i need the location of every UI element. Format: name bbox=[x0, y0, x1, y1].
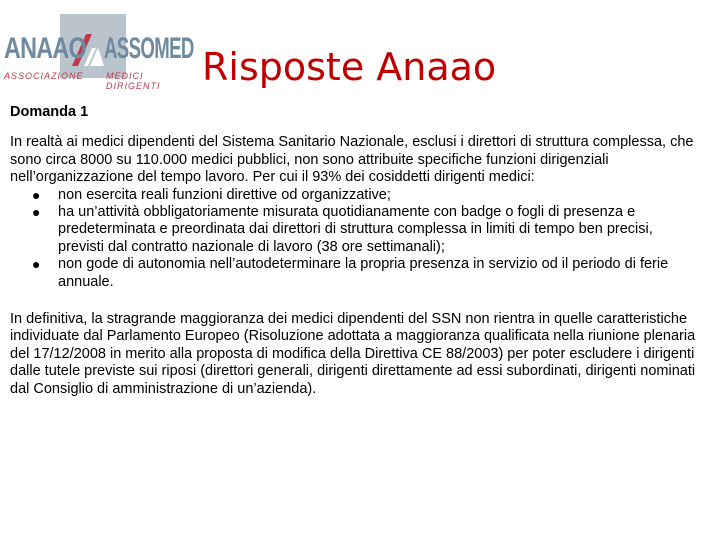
logo-right-word: ASSOMED bbox=[104, 32, 194, 65]
logo-right-subtitle: MEDICI DIRIGENTI bbox=[106, 71, 161, 91]
intro-paragraph: In realtà ai medici dipendenti del Sistema Sanitario Nazionale, esclusi i direttori di struttura complessa, che sono circa 8000 su 110.000 medici pubblici, non sono attribuite specifiche funzioni dirigenziali nell’organizzazione del tempo lavoro. Per cui il 93% dei cosiddetti dirigenti medici: bbox=[10, 134, 694, 186]
bullet-icon: ● bbox=[32, 186, 41, 203]
slide-body bbox=[10, 104, 700, 398]
question-heading: Domanda 1 bbox=[10, 104, 89, 120]
conclusion-paragraph: In definitiva, la stragrande maggioranza dei medici dipendenti del SSN non rientra in quelle caratteristiche individuate dal Parlamento Europeo (Risoluzione adottata a maggioranza qualificata nella riunione plenaria del 17/12/2008 in merito alla proposta di modifica della Direttiva CE 88/2003) per poter escludere i dirigenti dalle tutele previste sui riposi (direttori generali, dirigenti direttamente ad essi subordinati, dirigenti nominati dal Consiglio di amministrazione di un’azienda). bbox=[10, 311, 696, 397]
list-item bbox=[10, 256, 700, 291]
anaao-assomed-logo bbox=[0, 14, 194, 91]
slide-title: Risposte Anaao bbox=[202, 45, 497, 89]
list-item-text: non gode di autonomia nell’autodeterminare la propria presenza in servizio od il periodo di ferie annuale. bbox=[58, 256, 669, 290]
bullet-list bbox=[10, 187, 700, 291]
bullet-icon: ● bbox=[32, 256, 41, 273]
list-item-text: ha un’attività obbligatoriamente misurata quotidianamente con badge o fogli di presenza e predeterminata e preordinata dai direttori di struttura complessa in limiti di tempo ben precisi, previsti dal contratto nazionale di lavoro (38 ore settimanali); bbox=[58, 204, 653, 255]
bullet-icon: ● bbox=[32, 204, 41, 221]
list-item-text: non esercita reali funzioni direttive od organizzative; bbox=[58, 186, 391, 203]
logo-left-word: ANAAO bbox=[4, 32, 86, 65]
list-item bbox=[10, 204, 700, 256]
list-item bbox=[10, 187, 700, 204]
logo-left-subtitle: ASSOCIAZIONE bbox=[4, 71, 84, 81]
